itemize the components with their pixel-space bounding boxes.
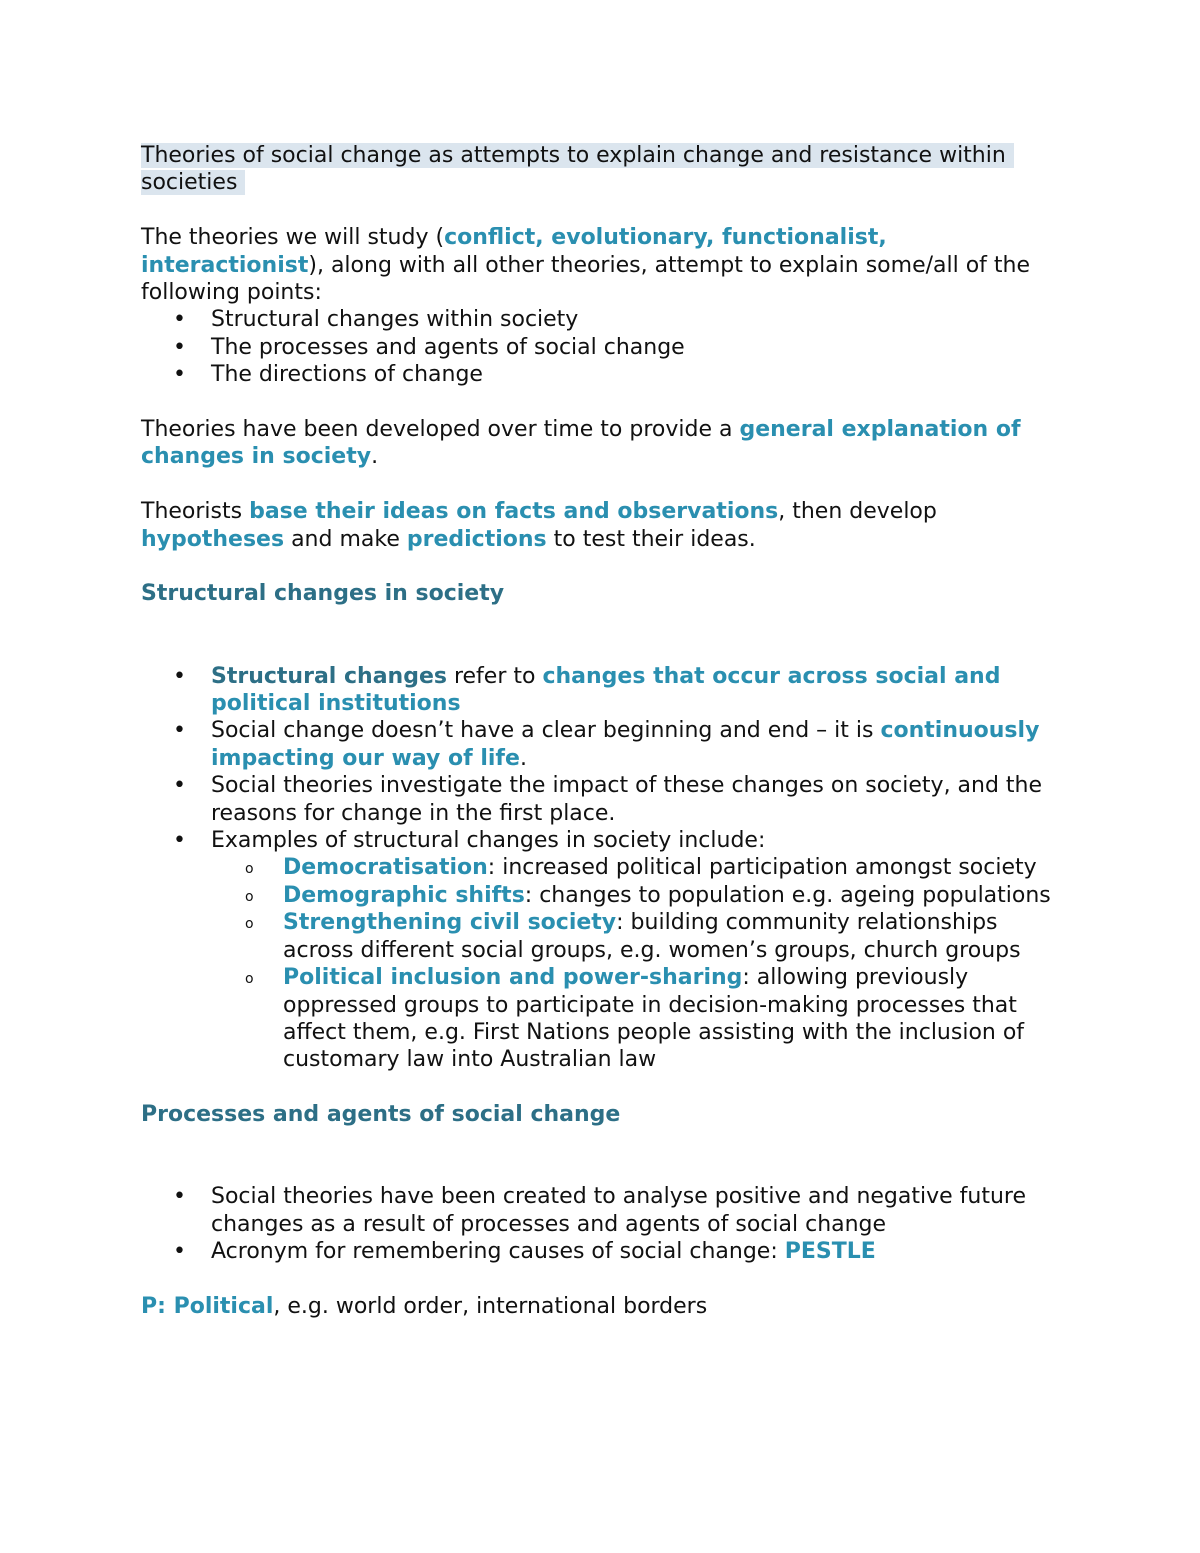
example-desc: : building community relationships across different social groups, e.g. women’s groups, church groups <box>283 910 1021 963</box>
title-highlight: Theories of social change as attempts to explain change and resistance within societies <box>141 143 1014 195</box>
example-term: Political inclusion and power-sharing <box>283 965 743 991</box>
general-explanation-paragraph <box>141 416 1071 471</box>
list-item <box>141 1238 1071 1265</box>
circle-bullet-icon: o <box>245 888 254 905</box>
hypotheses-highlight: hypotheses <box>141 526 285 552</box>
pestle-acronym: PESTLE <box>784 1239 876 1265</box>
structural-changes-term: Structural changes <box>211 663 447 689</box>
sub-list-item <box>211 909 1071 964</box>
bullet-icon: • <box>173 334 186 360</box>
list-item-text: The directions of change <box>211 362 483 388</box>
pestle-political-paragraph <box>141 1293 1071 1320</box>
list-item-text: The processes and agents of social change <box>211 334 685 360</box>
paragraph-text: Theories have been developed over time to provide a <box>141 417 740 443</box>
intro-theories-highlight: conflict, evolutionary, functionalist, interactionist <box>141 225 887 278</box>
bullet-icon: • <box>173 718 186 744</box>
examples-sublist <box>211 854 1071 1073</box>
bullet-icon: • <box>173 362 186 388</box>
example-desc: : changes to population e.g. ageing populations <box>524 882 1051 908</box>
sub-list-item <box>211 854 1071 881</box>
bullet-icon: • <box>173 773 186 799</box>
pestle-political-label: P: Political <box>141 1293 274 1319</box>
facts-highlight: base their ideas on facts and observations <box>249 499 779 525</box>
list-item <box>141 334 1071 361</box>
paragraph-text: Theorists <box>141 499 250 525</box>
sub-list-item <box>211 882 1071 909</box>
general-explanation-highlight: general explanation of changes in society <box>141 417 1021 470</box>
bullet-icon: • <box>173 663 186 689</box>
list-item <box>141 306 1071 333</box>
paragraph-text: and make <box>284 526 407 552</box>
list-item <box>141 717 1071 772</box>
list-item-text: Social change doesn’t have a clear beginning and end – it is <box>211 718 881 744</box>
paragraph-text: , then develop <box>778 499 937 525</box>
intro-text-2: ), along with all other theories, attempt to explain some/all of the following points: <box>141 252 1031 306</box>
intro-text-1: The theories we will study ( <box>141 225 445 251</box>
section-heading-processes: Processes and agents of social change <box>141 1102 621 1128</box>
example-term: Demographic shifts <box>283 882 525 908</box>
sub-list-item <box>211 964 1071 1074</box>
bullet-icon: • <box>173 307 186 333</box>
circle-bullet-icon: o <box>245 916 254 933</box>
paragraph-text: to test their ideas. <box>546 526 756 552</box>
document-title <box>141 142 1071 197</box>
predictions-highlight: predictions <box>406 526 547 552</box>
continuously-impacting-highlight: continuously impacting our way of life <box>211 718 1040 771</box>
document-page <box>141 142 1071 1320</box>
list-item <box>141 361 1071 388</box>
list-item <box>141 663 1071 718</box>
paragraph-text: . <box>371 444 379 470</box>
pestle-political-text: , e.g. world order, international borders <box>273 1293 708 1319</box>
institutions-highlight: changes that occur across social and political institutions <box>211 663 1001 717</box>
example-term: Democratisation <box>283 855 488 881</box>
processes-list <box>141 1183 1071 1265</box>
section-heading-structural: Structural changes in society <box>141 581 505 607</box>
example-desc: : increased political participation amongst society <box>487 855 1037 881</box>
list-item-text: Social theories investigate the impact of these changes on society, and the reasons for change in the first place. <box>211 773 1043 826</box>
intro-paragraph <box>141 224 1071 306</box>
list-item <box>141 772 1071 827</box>
bullet-icon: • <box>173 828 186 854</box>
list-item-text: Social theories have been created to analyse positive and negative future changes as a result of processes and agents of social change <box>211 1184 1027 1237</box>
list-item-text: Examples of structural changes in society include: <box>211 828 766 854</box>
bullet-icon: • <box>173 1184 186 1210</box>
list-item-text: refer to <box>446 663 543 689</box>
list-item-text: Acronym for remembering causes of social change: <box>211 1239 785 1265</box>
circle-bullet-icon: o <box>245 971 254 988</box>
list-item <box>141 827 1071 1074</box>
example-desc: : allowing previously oppressed groups to participate in decision-making processes that affect them, e.g. First Nations people assisting with the inclusion of customary law into Australian law <box>283 965 1025 1073</box>
list-item-text: Structural changes within society <box>211 307 579 333</box>
list-item-text: . <box>519 745 527 771</box>
theorists-paragraph <box>141 498 1071 553</box>
list-item <box>141 1183 1071 1238</box>
points-list <box>141 306 1071 388</box>
structural-list <box>141 663 1071 1074</box>
circle-bullet-icon: o <box>245 861 254 878</box>
bullet-icon: • <box>173 1239 186 1265</box>
example-term: Strengthening civil society <box>283 910 617 936</box>
